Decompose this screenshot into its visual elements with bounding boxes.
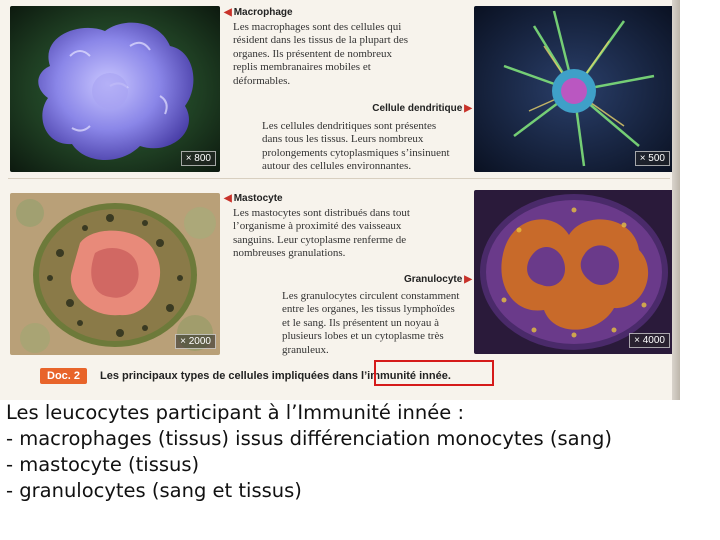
doc-number-badge: Doc. 2 bbox=[40, 368, 87, 384]
granulocyte-magnification: × 4000 bbox=[629, 333, 670, 348]
right-arrow-icon: ▶ bbox=[464, 103, 472, 114]
macrophage-magnification: × 800 bbox=[181, 151, 216, 166]
notes-line-mastocyte: - mastocyte (tissus) bbox=[6, 453, 200, 476]
mastocyte-title: ◀ Mastocyte bbox=[224, 193, 283, 204]
right-arrow-icon: ▶ bbox=[464, 274, 472, 285]
macrophage-title: ◀ Macrophage bbox=[224, 7, 293, 18]
mastocyte-magnification: × 2000 bbox=[175, 334, 216, 349]
macrophage-micrograph bbox=[10, 6, 220, 172]
doc-caption-title: Les principaux types de cellules impliquées dans l’immunité innée. bbox=[100, 370, 451, 382]
dendritic-cell-micrograph bbox=[474, 6, 674, 172]
notes-line-macrophages: - macrophages (tissus) issus différenciation monocytes (sang) bbox=[6, 427, 612, 450]
granulocyte-description: Les granulocytes circulent constamment entre les organes, les tissus lymphoïdes et le sang. Ils présentent un noyau à plusieurs lobes et un cytoplasme très granuleux. bbox=[282, 290, 460, 356]
granulocyte-title: Granulocyte ▶ bbox=[403, 274, 472, 285]
notes-text bbox=[6, 400, 718, 504]
notes-line-granulocytes: - granulocytes (sang et tissus) bbox=[6, 479, 302, 502]
highlight-box bbox=[374, 360, 494, 386]
document-caption bbox=[40, 366, 660, 388]
granulocyte-micrograph bbox=[474, 190, 674, 354]
dendritic-description: Les cellules dendritiques sont présentes dans tous les tissus. Leurs nombreux prolongements cytoplasmiques s’insinuent autour des cellules environnantes. bbox=[262, 120, 450, 173]
left-arrow-icon: ◀ bbox=[224, 7, 232, 18]
dendritic-title: Cellule dendritique ▶ bbox=[372, 103, 472, 114]
mastocyte-description: Les mastocytes sont distribués dans tout l’organisme à proximité des vaisseaux sanguins. Leur cytoplasme renferme de nombreuses granulations. bbox=[233, 207, 410, 260]
macrophage-description: Les macrophages sont des cellules qui résident dans les tissus de la plupart des organes. Ils présentent de nombreux replis membranaires mobiles et déformables. bbox=[233, 21, 409, 87]
dendritic-magnification: × 500 bbox=[635, 151, 670, 166]
notes-line-heading: Les leucocytes participant à l’Immunité innée : bbox=[6, 401, 465, 424]
panel-divider bbox=[8, 178, 670, 179]
left-arrow-icon: ◀ bbox=[224, 193, 232, 204]
mastocyte-micrograph bbox=[10, 193, 220, 355]
